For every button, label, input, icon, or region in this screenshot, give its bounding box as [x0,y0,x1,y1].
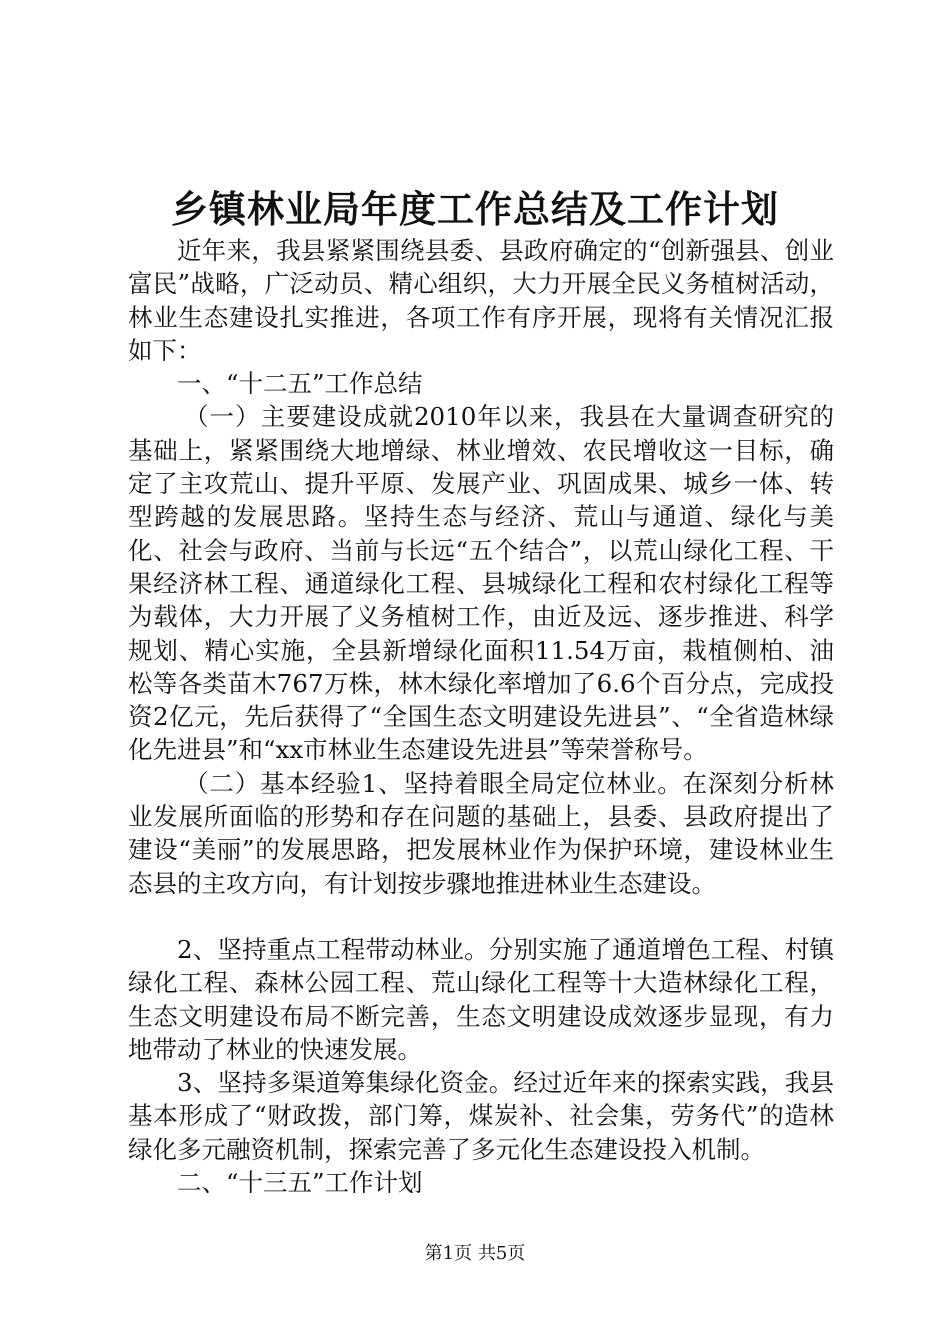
section-heading-2: 二、“十三五”工作计划 [177,1168,423,1198]
page-footer: 第1页 共5页 [424,1243,526,1264]
document-title: 乡镇林业局年度工作总结及工作计划 [171,187,779,231]
intro-paragraph: 近年来，我县紧紧围绕县委、县政府确定的“创新强县、创业富民”战略，广泛动员、精心组织，大力开展全民义务植树活动，林业生态建设扎实推进，各项工作有序开展，现将有关情况汇报如下： [128,236,834,365]
paragraph-gap [128,900,834,933]
section-heading-1: 一、“十二五”工作总结 [177,369,423,399]
document-body [128,234,834,1199]
experience-paragraph: （二）基本经验1、坚持着眼全局定位林业。在深刻分析林业发展所面临的形势和存在问题的基础上，县委、县政府提出了建设“美丽”的发展思路，把发展林业作为保护环境，建设林业生态县的主攻方向，有计划按步骤地推进林业生态建设。 [128,768,834,898]
funding-paragraph: 3、坚持多渠道筹集绿化资金。经过近年来的探索实践，我县基本形成了“财政拨，部门筹，煤炭补、社会集，劳务代”的造林绿化多元融资机制，探索完善了多元化生态建设投入机制。 [128,1068,834,1164]
achievements-paragraph: （一）主要建设成就2010年以来，我县在大量调查研究的基础上，紧紧围绕大地增绿、林业增效、农民增收这一目标，确定了主攻荒山、提升平原、发展产业、巩固成果、城乡一体、转型跨越的发展思路。坚持生态与经济、荒山与通道、绿化与美化、社会与政府、当前与长远“五个结合”，以荒山绿化工程、干果经济林工程、通道绿化工程、县城绿化工程和农村绿化工程等为载体，大力开展了义务植树工作，由近及远、逐步推进、科学规划、精心实施，全县新增绿化面积11.54万亩，栽植侧柏、油松等各类苗木767万株，林木绿化率增加了6.6个百分点，完成投资2亿元，先后获得了“全国生态文明建设先进县”、“全省造林绿化先进县”和“xx市林业生态建设先进县”等荣誉称号。 [128,402,834,765]
key-projects-paragraph: 2、坚持重点工程带动林业。分别实施了通道增色工程、村镇绿化工程、森林公园工程、荒山绿化工程等十大造林绿化工程，生态文明建设布局不断完善，生态文明建设成效逐步显现，有力地带动了林业的快速发展。 [128,934,834,1064]
